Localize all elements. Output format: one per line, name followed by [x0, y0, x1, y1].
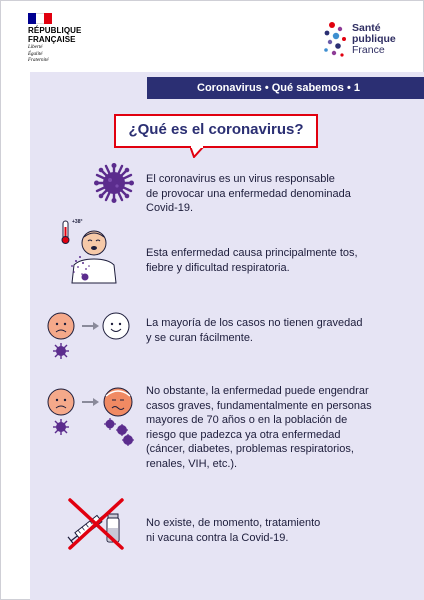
item-4-line-4: riesgo que padezca ya otra enfermedad	[146, 428, 341, 441]
item-5-line-1: No existe, de momento, tratamiento	[146, 517, 321, 529]
speech-bubble-tail-icon	[190, 146, 210, 158]
gov-line2: FRANÇAISE	[28, 35, 76, 44]
item-1-line-2: de provocar una enfermedad denominada	[146, 187, 351, 200]
item-1-line-1: El coronavirus es un virus responsable	[146, 173, 335, 185]
republique-francaise-logo	[28, 13, 98, 64]
item-3-line-2: y se curan fácilmente.	[146, 331, 253, 344]
gov-motto-1: Liberté	[28, 45, 43, 50]
item-3-text	[146, 316, 362, 345]
item-4-line-5: (cáncer, diabetes, problemas respiratorios,	[146, 443, 354, 455]
page-title: ¿Qué es el coronavirus?	[128, 121, 304, 138]
item-1-text	[146, 172, 351, 216]
section-banner: Coronavirus • Qué sabemos • 1	[147, 77, 424, 99]
spf-line3: France	[352, 44, 385, 56]
item-1-line-3: Covid-19.	[146, 202, 194, 214]
spf-dots-icon	[322, 21, 350, 59]
spf-line1: Santé	[352, 22, 381, 34]
item-4-line-1: No obstante, la enfermedad puede engendrar	[146, 385, 369, 397]
sante-publique-france-logo	[322, 21, 402, 61]
thermometer-label: +38°	[72, 219, 83, 225]
sick-person-thermometer-icon	[58, 219, 120, 285]
item-2-line-1: Esta enfermedad causa principalmente tos,	[146, 247, 358, 259]
no-treatment-syringe-vial-icon	[64, 496, 128, 552]
gov-line1: RÉPUBLIQUE	[28, 26, 82, 35]
item-3-line-1: La mayoría de los casos no tienen gravedad	[146, 317, 363, 329]
gov-motto-2: Égalité	[28, 51, 43, 57]
spf-line2: publique	[352, 33, 396, 45]
item-2-line-2: fiebre y dificultad respiratoria.	[146, 261, 290, 274]
item-4-line-6: renales, VIH, etc.).	[146, 457, 238, 470]
virus-icon	[94, 163, 134, 203]
item-4-line-3: mayores de 70 años o en la población de	[146, 414, 348, 426]
item-4-line-2: casos graves, fundamentalmente en personas	[146, 399, 372, 412]
item-5-text	[146, 516, 320, 545]
item-4-text	[146, 384, 372, 471]
item-2-text	[146, 246, 358, 275]
item-5-line-2: ni vacuna contra la Covid-19.	[146, 531, 289, 544]
gov-motto-3: Fraternité	[28, 58, 49, 63]
sad-to-happy-face-icon	[46, 310, 132, 362]
french-flag-icon	[28, 13, 52, 24]
sad-to-sick-face-icon	[46, 386, 138, 448]
